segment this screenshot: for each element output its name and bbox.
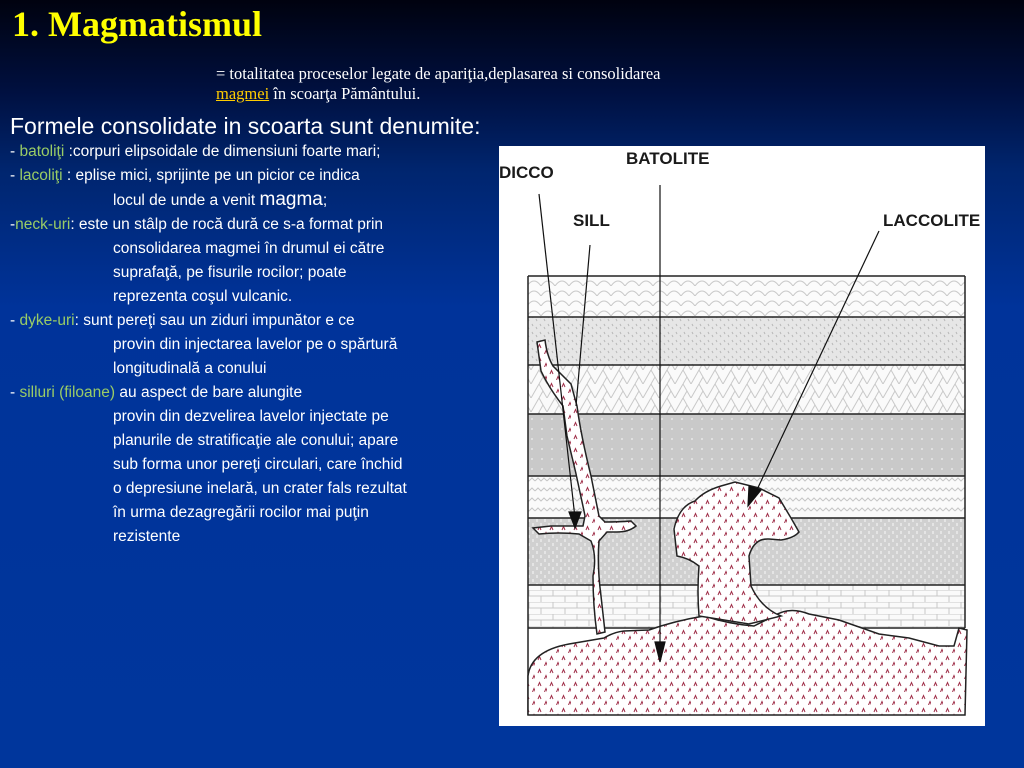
magmei-link[interactable]: magmei [216,84,270,103]
item-text: : eplise mici, sprijinte pe un picior ce indica [62,167,360,184]
item-text: : sunt pereţi sau un ziduri impunător e ce [74,312,355,329]
item-text: au aspect de bare alungite [115,384,303,401]
bullet: - [10,384,20,401]
continuation-line: provin din injectarea lavelor pe o spărtură [113,336,398,353]
diagram-svg [499,146,985,726]
continuation-line: o depresiune inelară, un crater fals rezultat [113,480,407,497]
list-item-batoliti [10,140,500,164]
item-text: :corpuri elipsoidale de dimensiuni foarte mari; [64,143,381,160]
continuation-line: rezistente [113,528,181,545]
bullet: - [10,143,20,160]
term-silluri: silluri (filoane) [19,384,116,401]
continuation-line: planurile de stratificaţie ale conului; apare [113,432,399,449]
bullet: - [10,216,16,233]
term-batoliti: batoliţi [19,143,65,160]
body-heading: Formele consolidate in scoarta sunt denumite: [10,113,481,139]
continuation-line [10,188,327,213]
magma-word: magma [259,189,323,210]
label-dicco: DICCO [499,163,554,182]
list-item-lacoliti [10,164,500,213]
label-batolite: BATOLITE [626,149,710,168]
continuation-line: consolidarea magmei în drumul ei către [113,240,385,257]
body-text [10,112,500,549]
label-laccolite: LACCOLITE [883,211,981,230]
term-neck-uri: neck-uri [15,216,71,233]
magmatic-intrusions-diagram [499,146,985,726]
list-item-dyke-uri [10,309,500,381]
bullet: - [10,312,20,329]
definition-suffix: în scoarţa Pământului. [269,84,421,103]
continuation-line: sub forma unor pereţi circulari, care închid [113,456,403,473]
definition [216,64,836,104]
label-sill: SILL [573,211,610,230]
bullet: - [10,167,20,184]
continuation-text: locul de unde a venit [113,192,260,209]
continuation-line: provin din dezvelirea lavelor injectate pe [113,408,389,425]
continuation-line: reprezenta coşul vulcanic. [113,288,293,305]
term-lacoliti: lacoliţi [19,167,63,184]
term-dyke-uri: dyke-uri [19,312,75,329]
list-item-silluri [10,381,500,549]
definition-prefix: = totalitatea proceselor legate de apariţia,deplasarea si consolidarea [216,64,661,83]
list-item-neck-uri [10,213,500,309]
item-text: : este un stâlp de rocă dură ce s-a format prin [70,216,384,233]
continuation-line: longitudinală a conului [113,360,267,377]
continuation-line: suprafaţă, pe fisurile rocilor; poate [113,264,347,281]
continuation-line: în urma dezagregării rocilor mai puţin [113,504,369,521]
slide-title: 1. Magmatismul [12,4,262,44]
continuation-end: ; [322,192,328,209]
